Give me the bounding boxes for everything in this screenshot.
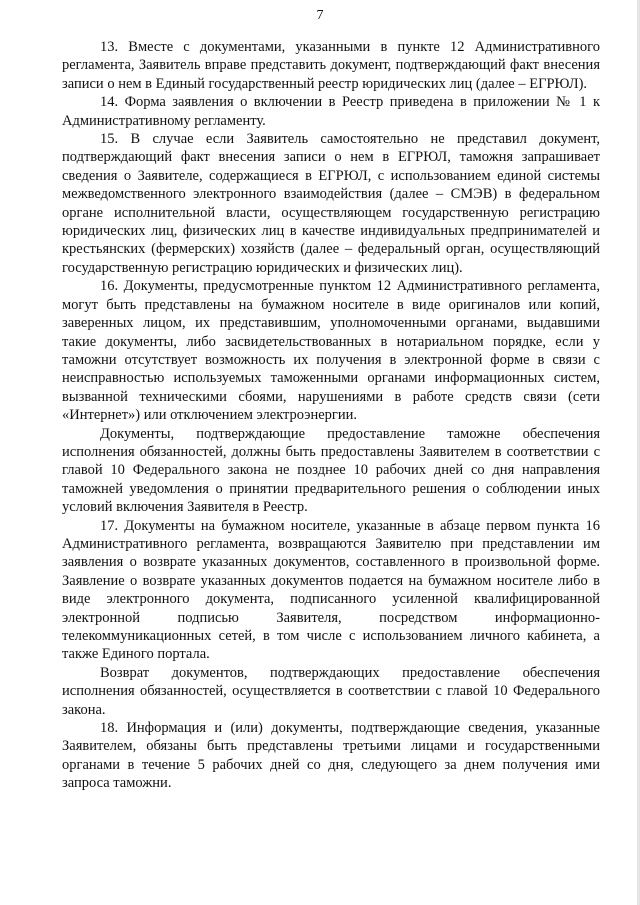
paragraph-13: 13. Вместе с документами, указанными в пункте 12 Административного регламента, Заявитель вправе представить документ, подтверждающий факт внесения записи о нем в Единый государственный реестр юридических лиц (далее – ЕГРЮЛ). bbox=[62, 39, 600, 92]
paragraph-16-continuation: Документы, подтверждающие предоставление таможне обеспечения исполнения обязанностей, должны быть предоставлены Заявителем в соответствии с главой 10 Федерального закона не позднее 10 рабочих дней со дня направления таможней уведомления о принятии предварительного решения о соблюдении иных условий включения Заявителя в Реестр. bbox=[62, 425, 600, 516]
paragraph-17-continuation: Возврат документов, подтверждающих предоставление обеспечения исполнения обязанностей, осуществляется в соответствии с главой 10 Федерального закона. bbox=[62, 664, 600, 718]
paragraph-16: 16. Документы, предусмотренные пунктом 12 Административного регламента, могут быть представлены на бумажном носителе в виде оригиналов или копий, заверенных лицом, их представившим, уполномоченными органами, выдавшими такие документы, либо засвидетельствованных в нотариальном порядке, если у таможни отсутствует возможность их получения в электронной форме в связи с неисправностью используемых таможенными органами информационных систем, вызванной техническими сбоями, нарушениями в работе средств связи (сети «Интернет») или отключением электроэнергии. bbox=[62, 278, 600, 424]
paragraph-15: 15. В случае если Заявитель самостоятельно не представил документ, подтверждающий факт внесения записи о нем в ЕГРЮЛ, таможня запрашивает сведения о Заявителе, содержащиеся в ЕГРЮЛ, с использованием единой системы межведомственного электронного взаимодействия (далее – СМЭВ) в федеральном органе исполнительной власти, осуществляющем государственную регистрацию юридических лиц, физических лиц в качестве индивидуальных предпринимателей и крестьянских (фермерских) хозяйств (далее – федеральный орган, осуществляющий государственную регистрацию юридических и физических лиц). bbox=[62, 131, 600, 276]
document-body bbox=[62, 38, 600, 793]
paragraph-18: 18. Информация и (или) документы, подтверждающие сведения, указанные Заявителем, обязаны быть представлены третьими лицами и государственными органами в течение 5 рабочих дней со дня, следующего за днем получения ими запроса таможни. bbox=[62, 720, 600, 792]
paragraph-14: 14. Форма заявления о включении в Реестр приведена в приложении № 1 к Административному регламенту. bbox=[62, 94, 600, 129]
paragraph-17: 17. Документы на бумажном носителе, указанные в абзаце первом пункта 16 Административного регламента, возвращаются Заявителю при представлении им заявления о возврате указанных документов, составленного в произвольной форме. Заявление о возврате указанных документов подается на бумажном носителе либо в виде электронного документа, подписанного усиленной квалифицированной электронной подписью Заявителя, посредством информационно-телекоммуникационных сетей, в том числе с использованием личного кабинета, а также Единого портала. bbox=[62, 517, 600, 663]
page-number: 7 bbox=[316, 8, 324, 23]
